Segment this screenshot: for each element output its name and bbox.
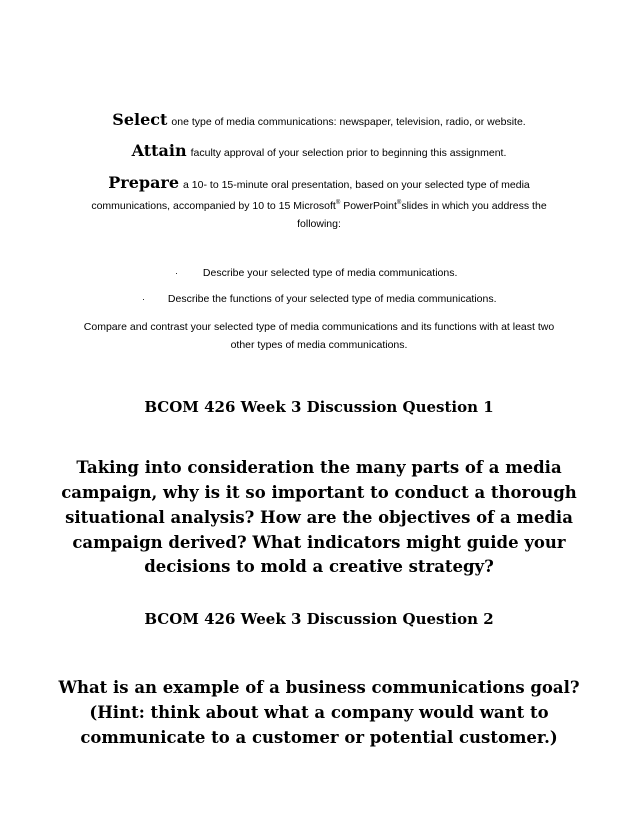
prepare-text: a 10- to 15-minute oral presentation, based on your selected type of media: [183, 179, 530, 191]
bullet-text: Describe the functions of your selected type of media communications.: [167, 293, 497, 305]
registered-mark: ®: [335, 200, 341, 206]
attain-lead: Attain: [131, 141, 187, 160]
bullet-marker: ·: [175, 268, 178, 278]
prepare-lead: Prepare: [108, 173, 180, 192]
registered-mark: ®: [396, 200, 402, 206]
dq2-heading: BCOM 426 Week 3 Discussion Question 2: [144, 610, 494, 628]
attain-instruction: [0, 141, 638, 160]
prepare-line-3: following:: [297, 218, 341, 230]
select-text: one type of media communications: newspaper, television, radio, or website.: [171, 116, 526, 128]
dq1-line: Taking into consideration the many parts of a media: [76, 458, 562, 477]
dq2-line: (Hint: think about what a company would want to: [89, 703, 549, 722]
bullet-marker: ·: [142, 294, 145, 304]
dq1-line: decisions to mold a creative strategy?: [144, 557, 494, 576]
compare-line-1: Compare and contrast your selected type of media communications and its functions with at least two: [83, 321, 555, 333]
compare-line-2: other types of media communications.: [230, 339, 408, 351]
dq2-line: communicate to a customer or potential customer.): [80, 728, 558, 747]
dq1-line: campaign, why is it so important to conduct a thorough: [61, 483, 577, 502]
select-instruction: [0, 110, 638, 129]
bullet-item: [142, 293, 497, 305]
bullet-item: [175, 267, 457, 279]
prepare-instruction: [0, 173, 638, 192]
bullet-text: Describe your selected type of media communications.: [202, 267, 458, 279]
prepare-line2-a: communications, accompanied by 10 to 15 Microsoft: [91, 200, 336, 212]
dq1-line: situational analysis? How are the objectives of a media: [65, 508, 573, 527]
dq1-heading: BCOM 426 Week 3 Discussion Question 1: [144, 398, 494, 416]
dq1-line: campaign derived? What indicators might guide your: [72, 533, 566, 552]
prepare-line2-c: slides in which you address the: [401, 200, 547, 212]
prepare-line-2: [0, 200, 638, 212]
prepare-line2-b: PowerPoint: [340, 200, 397, 212]
attain-text: faculty approval of your selection prior to beginning this assignment.: [190, 147, 507, 159]
select-lead: Select: [112, 110, 168, 129]
dq2-line: What is an example of a business communications goal?: [58, 678, 580, 697]
